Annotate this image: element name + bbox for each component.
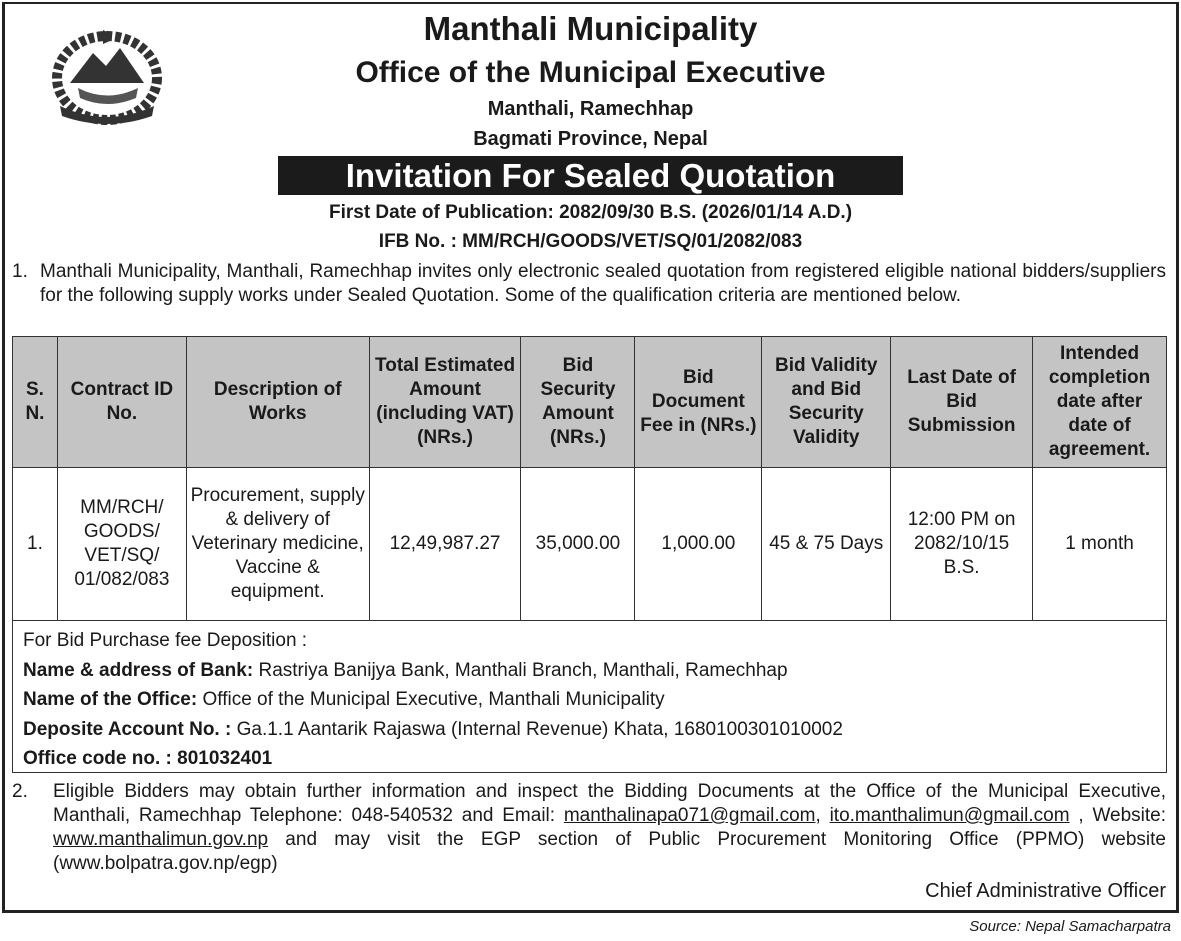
column-header: Bid Validity and Bid Security Validity <box>762 337 891 468</box>
office-code-value: 801032401 <box>177 748 273 769</box>
table-header-row <box>13 337 1167 468</box>
paragraph-text: and may visit the EGP section of Public Procurement Monitoring Office (PPMO) website (www.bolpatra.gov.np/egp) <box>53 829 1166 874</box>
quotation-table <box>12 336 1167 621</box>
bank-label: Name & address of Bank: <box>23 659 254 681</box>
paragraph-number: 2. <box>12 781 28 802</box>
source-credit: Source: Nepal Samacharpatra <box>969 918 1171 935</box>
publication-date: First Date of Publication: 2082/09/30 B.S. (2026/01/14 A.D.) <box>328 202 853 223</box>
column-header: Last Date of Bid Submission <box>891 337 1033 468</box>
paragraph-text: Manthali Municipality, Manthali, Ramechhap invites only electronic sealed quotation from registered eligible national bidders/suppliers for the following supply works under Sealed Quotation. Some of the qualification criteria are mentioned below. <box>40 261 1166 306</box>
paragraph-2 <box>12 780 1166 876</box>
column-header: Intended completion date after date of agreement. <box>1033 337 1167 468</box>
table-cell: 1. <box>13 468 58 621</box>
email-link-1[interactable]: manthalinapa071@gmail.com <box>563 805 816 826</box>
table-cell: 35,000.00 <box>521 468 635 621</box>
column-header: Contract ID No. <box>57 337 186 468</box>
account-label: Deposite Account No. : <box>23 718 232 740</box>
email-link-2[interactable]: ito.manthalimun@gmail.com <box>829 805 1070 826</box>
deposit-info <box>12 620 1167 773</box>
website-link[interactable]: www.manthalimun.gov.np <box>53 829 269 850</box>
column-header: S. N. <box>13 337 58 468</box>
column-header: Description of Works <box>186 337 369 468</box>
ifb-number: IFB No. : MM/RCH/GOODS/VET/SQ/01/2082/083 <box>378 231 803 252</box>
notice-banner: Invitation For Sealed Quotation <box>278 156 903 195</box>
office-value: Office of the Municipal Executive, Manthali Municipality <box>202 689 665 710</box>
office-label: Name of the Office: <box>23 689 198 710</box>
table-cell: 45 & 75 Days <box>762 468 891 621</box>
table-row <box>13 468 1167 621</box>
column-header: Total Estimated Amount (including VAT) (NRs.) <box>369 337 521 468</box>
office-title: Office of the Municipal Executive <box>355 56 826 89</box>
paragraph-text: , <box>815 805 830 826</box>
paragraph-text: Eligible Bidders may obtain further information and inspect the Bidding Documents at the Office of the Municipal Executive, Manthali, Ramechhap Telephone: 048-540532 and Email: <box>53 781 1166 826</box>
table-cell: 12,49,987.27 <box>369 468 521 621</box>
bank-value: Rastriya Banijya Bank, Manthali Branch, Manthali, Ramechhap <box>258 659 788 681</box>
paragraph-number: 1. <box>12 261 28 282</box>
signature: Chief Administrative Officer <box>925 880 1166 902</box>
address-line-1: Manthali, Ramechhap <box>487 98 694 120</box>
address-line-2: Bagmati Province, Nepal <box>473 128 708 150</box>
account-value: Ga.1.1 Aantarik Rajaswa (Internal Revenue) Khata, 1680100301010002 <box>236 718 843 740</box>
table-cell: 12:00 PM on 2082/10/15 B.S. <box>891 468 1033 621</box>
table-cell: 1,000.00 <box>635 468 762 621</box>
table-cell: Procurement, supply & delivery of Veterinary medicine, Vaccine & equipment. <box>186 468 369 621</box>
office-code-label: Office code no. : <box>23 748 172 769</box>
deposit-intro: For Bid Purchase fee Deposition : <box>23 630 308 651</box>
column-header: Bid Document Fee in (NRs.) <box>635 337 762 468</box>
municipality-title: Manthali Municipality <box>423 10 758 47</box>
column-header: Bid Security Amount (NRs.) <box>521 337 635 468</box>
paragraph-text: , Website: <box>1069 805 1167 826</box>
paragraph-1 <box>12 260 1166 308</box>
table-cell: 1 month <box>1033 468 1167 621</box>
table-cell: MM/RCH/ GOODS/ VET/SQ/ 01/082/083 <box>57 468 186 621</box>
